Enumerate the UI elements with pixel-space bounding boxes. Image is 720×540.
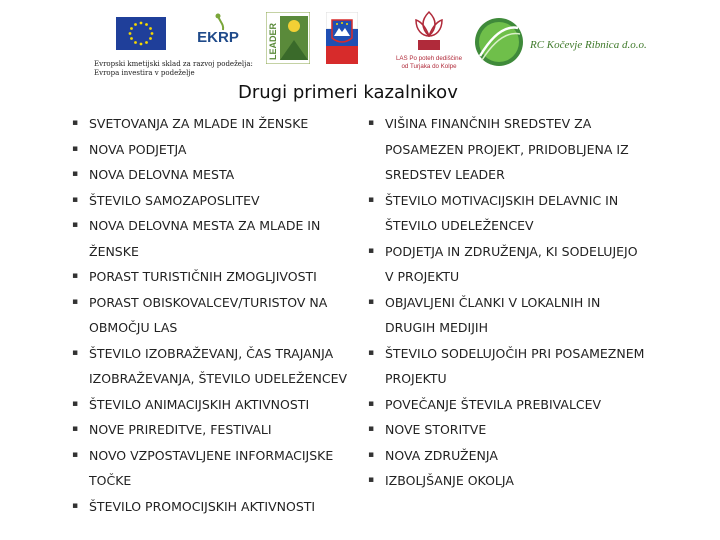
list-item-text: DRUGIH MEDIJIH bbox=[385, 320, 488, 335]
bullet-icon: ▪ bbox=[368, 194, 375, 205]
list-item-text: PODJETJA IN ZDRUŽENJA, KI SODELUJEJO bbox=[385, 243, 638, 259]
las-logo bbox=[396, 6, 462, 76]
rc-kocevje-ribnica-logo bbox=[474, 14, 664, 70]
eu-caption-line-1: Evropski kmetijski sklad za razvoj podeželja: bbox=[94, 60, 253, 68]
list-item-text: NOVA ZDRUŽENJA bbox=[385, 447, 498, 463]
list-item bbox=[368, 188, 668, 239]
list-item-text: IZBOLJŠANJE OKOLJA bbox=[385, 473, 514, 488]
list-item-text: TOČKE bbox=[89, 473, 132, 488]
left-indicator-list bbox=[72, 111, 367, 519]
bullet-icon: ▪ bbox=[368, 347, 375, 358]
list-item-text: IZOBRAŽEVANJA, ŠTEVILO UDELEŽENCEV bbox=[89, 371, 348, 386]
bullet-icon: ▪ bbox=[368, 475, 375, 485]
list-item bbox=[72, 213, 367, 264]
list-item-text: NOVA DELOVNA MESTA ZA MLADE IN bbox=[89, 218, 321, 233]
bullet-icon: ▪ bbox=[72, 169, 79, 179]
bullet-icon: ▪ bbox=[72, 194, 79, 205]
eu-caption bbox=[94, 60, 253, 78]
list-item bbox=[368, 468, 668, 494]
bullet-icon: ▪ bbox=[72, 296, 79, 307]
list-item-text: V PROJEKTU bbox=[385, 269, 460, 284]
las-line-1: LAS Po poteh dediščine bbox=[396, 55, 462, 62]
list-item bbox=[368, 290, 668, 341]
list-item bbox=[72, 188, 367, 214]
list-item bbox=[72, 494, 367, 520]
list-item-text: ŠTEVILO UDELEŽENCEV bbox=[385, 218, 534, 233]
list-item-text: PORAST TURISTIČNIH ZMOGLJIVOSTI bbox=[89, 269, 317, 284]
bullet-icon: ▪ bbox=[368, 118, 375, 128]
list-item bbox=[72, 417, 367, 443]
list-item bbox=[72, 264, 367, 290]
list-item-text: POVEČANJE ŠTEVILA PREBIVALCEV bbox=[385, 396, 602, 412]
list-item bbox=[72, 162, 367, 188]
list-item-text: ŠTEVILO SODELUJOČIH PRI POSAMEZNEM bbox=[385, 345, 645, 361]
bullet-icon: ▪ bbox=[368, 449, 375, 460]
ekrp-text: EKRP bbox=[197, 29, 239, 46]
bullet-icon: ▪ bbox=[72, 271, 79, 281]
list-item bbox=[368, 239, 668, 290]
page-title: Drugi primeri kazalnikov bbox=[238, 82, 458, 103]
list-item-text: ŽENSKE bbox=[89, 243, 139, 259]
eu-flag-icon bbox=[116, 17, 166, 50]
list-item-text: NOVA DELOVNA MESTA bbox=[89, 167, 235, 182]
list-item bbox=[368, 341, 668, 392]
list-item-text: ŠTEVILO MOTIVACIJSKIH DELAVNIC IN bbox=[385, 192, 619, 208]
list-item-text: ŠTEVILO ANIMACIJSKIH AKTIVNOSTI bbox=[89, 396, 310, 412]
list-item-text: VIŠINA FINANČNIH SREDSTEV ZA bbox=[385, 116, 592, 131]
list-item-text: NOVA PODJETJA bbox=[89, 141, 187, 157]
list-item bbox=[368, 392, 668, 418]
list-item bbox=[368, 417, 668, 443]
list-item-text: NOVE PRIREDITVE, FESTIVALI bbox=[89, 422, 272, 437]
leader-text: LEADER bbox=[268, 22, 278, 60]
right-indicator-list bbox=[368, 111, 668, 494]
list-item-text: NOVE STORITVE bbox=[385, 422, 487, 437]
list-item bbox=[72, 341, 367, 392]
list-item-text: PROJEKTU bbox=[385, 371, 447, 386]
bullet-icon: ▪ bbox=[72, 449, 79, 460]
list-item bbox=[72, 290, 367, 341]
las-line-2: od Turjaka do Kolpe bbox=[401, 63, 457, 70]
bullet-icon: ▪ bbox=[72, 347, 79, 358]
list-item-text: OBMOČJU LAS bbox=[89, 320, 178, 335]
list-item bbox=[72, 137, 367, 163]
bullet-icon: ▪ bbox=[72, 118, 79, 128]
bullet-icon: ▪ bbox=[368, 245, 375, 256]
list-item bbox=[368, 111, 668, 188]
bullet-icon: ▪ bbox=[72, 220, 79, 230]
bullet-icon: ▪ bbox=[72, 143, 79, 154]
list-item-text: NOVO VZPOSTAVLJENE INFORMACIJSKE bbox=[89, 447, 334, 463]
bullet-icon: ▪ bbox=[72, 424, 79, 434]
list-item-text: ŠTEVILO PROMOCIJSKIH AKTIVNOSTI bbox=[89, 498, 316, 514]
bullet-icon: ▪ bbox=[72, 398, 79, 409]
ekrp-logo bbox=[190, 12, 246, 52]
eu-caption-line-2: Evropa investira v podeželje bbox=[94, 69, 195, 77]
list-item-text: OBJAVLJENI ČLANKI V LOKALNIH IN bbox=[385, 294, 601, 310]
list-item bbox=[72, 443, 367, 494]
list-item bbox=[72, 111, 367, 137]
list-item-text: SREDSTEV LEADER bbox=[385, 167, 505, 182]
list-item-text: PORAST OBISKOVALCEV/TURISTOV NA bbox=[89, 294, 328, 310]
bullet-icon: ▪ bbox=[72, 500, 79, 511]
list-item-text: POSAMEZEN PROJEKT, PRIDOBLJENA IZ bbox=[385, 141, 629, 157]
slovenia-coat-of-arms-icon bbox=[326, 12, 358, 64]
bullet-icon: ▪ bbox=[368, 424, 375, 434]
list-item-text: SVETOVANJA ZA MLADE IN ŽENSKE bbox=[89, 116, 309, 131]
list-item bbox=[72, 392, 367, 418]
bullet-icon: ▪ bbox=[368, 296, 375, 307]
leader-logo bbox=[266, 12, 310, 64]
bullet-icon: ▪ bbox=[368, 398, 375, 409]
list-item-text: ŠTEVILO SAMOZAPOSLITEV bbox=[89, 192, 260, 208]
list-item-text: ŠTEVILO IZOBRAŽEVANJ, ČAS TRAJANJA bbox=[89, 345, 334, 361]
list-item bbox=[368, 443, 668, 469]
rck-text: RC Kočevje Ribnica d.o.o. bbox=[530, 39, 647, 51]
